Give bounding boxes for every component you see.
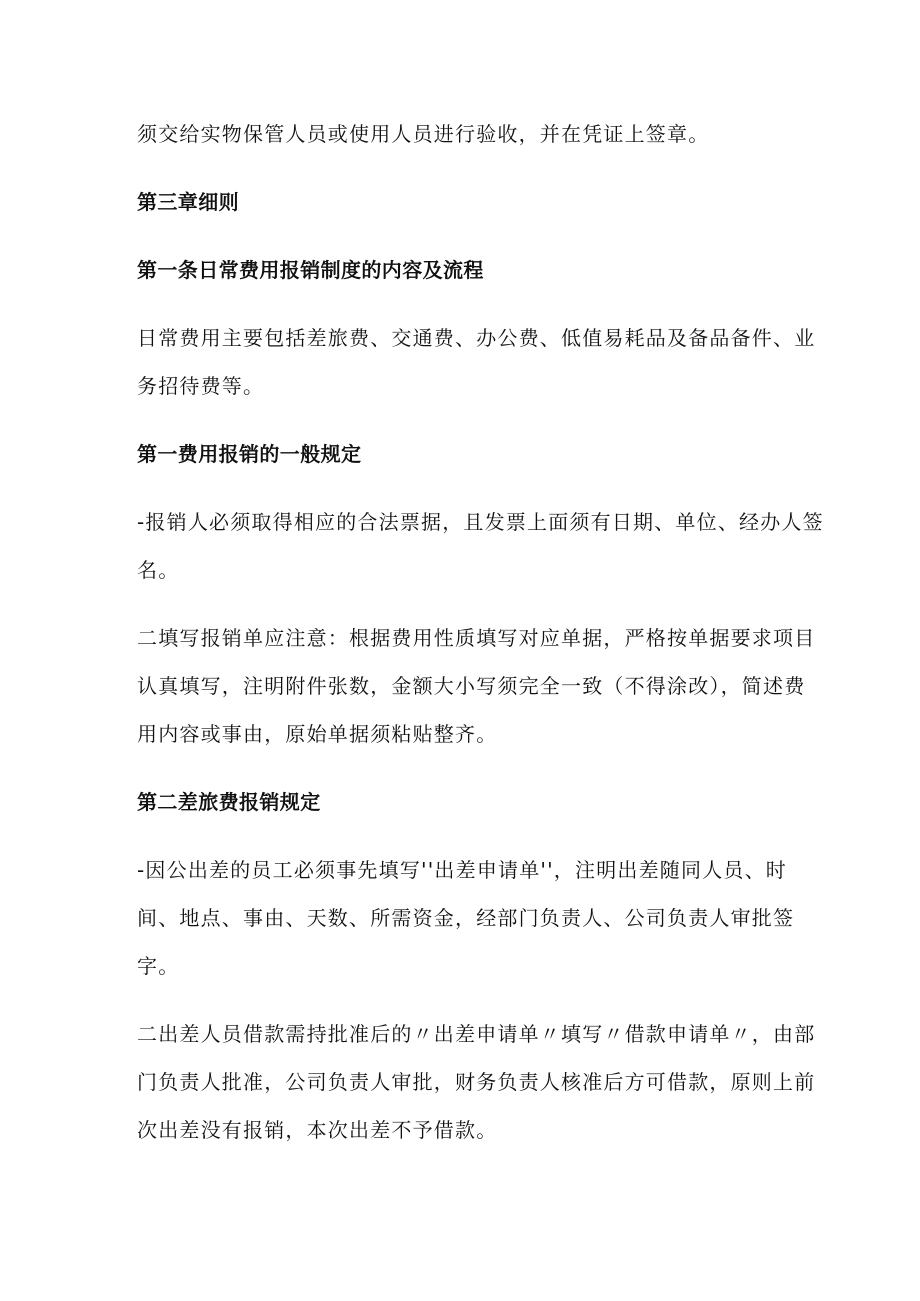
text-line: -报销人必须取得相应的合法票据，且发票上面须有日期、单位、经办人签: [137, 510, 824, 534]
paragraph: [137, 110, 789, 158]
text-line: 二出差人员借款需持批准后的〃出差申请单〃填写〃借款申请单〃，由部: [137, 1022, 816, 1046]
section-heading: 第二差旅费报销规定: [137, 790, 321, 814]
paragraph: [137, 1010, 816, 1154]
paragraph: [137, 846, 795, 990]
document-body: [137, 110, 824, 1154]
text-line: 二填写报销单应注意：根据费用性质填写对应单据，严格按单据要求项目: [137, 626, 816, 650]
paragraph: [137, 498, 824, 594]
chapter-heading: 第三章细则: [137, 190, 239, 214]
text-line: 日常费用主要包括差旅费、交通费、办公费、低值易耗品及备品备件、业: [137, 326, 816, 350]
text-line: 次出差没有报销，本次出差不予借款。: [137, 1118, 498, 1142]
article-heading: 第一条日常费用报销制度的内容及流程: [137, 258, 484, 282]
paragraph: [137, 314, 816, 410]
paragraph: [137, 614, 816, 758]
text-line: 门负责人批准，公司负责人审批，财务负责人核准后方可借款，原则上前: [137, 1070, 816, 1094]
text-line: 认真填写，注明附件张数，金额大小写须完全一致（不得涂改），简述费: [137, 674, 806, 698]
text-line: 字。: [137, 954, 180, 978]
text-line: 间、地点、事由、天数、所需资金，经部门负责人、公司负责人审批签: [137, 906, 795, 930]
text-line: -因公出差的员工必须事先填写''出差申请单''，注明出差随同人员、时: [137, 858, 788, 882]
text-line: 名。: [137, 558, 180, 582]
section-heading: 第一费用报销的一般规定: [137, 442, 362, 466]
text-line: 务招待费等。: [137, 374, 265, 398]
text-line: 须交给实物保管人员或使用人员进行验收，并在凭证上签章。: [137, 122, 710, 146]
text-line: 用内容或事由，原始单据须粘贴整齐。: [137, 722, 498, 746]
